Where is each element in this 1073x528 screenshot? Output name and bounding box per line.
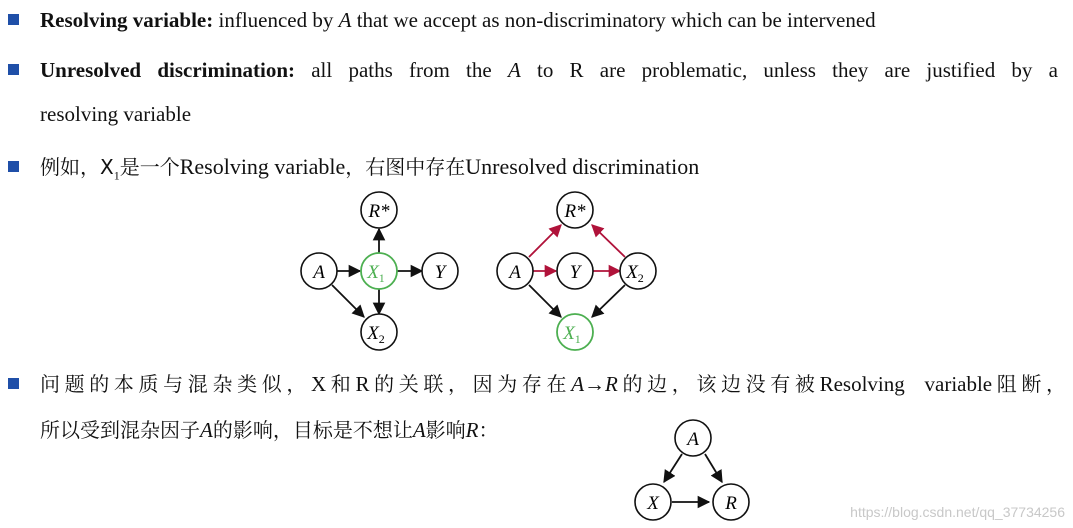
bullet-2-text-line2: resolving variable xyxy=(40,102,192,126)
svg-text:X1: $X_1$ xyxy=(367,262,385,285)
svg-text:R*: R* xyxy=(564,201,586,222)
edge-A-X2 xyxy=(332,285,364,317)
svg-text:X2: $X_2$ xyxy=(367,323,385,346)
bottom-diagram-nodes xyxy=(635,420,749,520)
bottom-diagram-edges xyxy=(664,454,722,502)
edge-X2-X1 xyxy=(592,285,625,317)
bullet-1-text: Resolving variable: influenced by A that we accept as non-discriminatory which can be intervened xyxy=(40,8,876,32)
svg-text:R: R xyxy=(725,493,737,514)
bullet-4-text-line2: 所以受到混杂因子A的影响，目标是不想让A影响R： xyxy=(40,418,499,442)
svg-text:X: X xyxy=(647,493,659,514)
svg-text:R*: R* xyxy=(368,201,390,222)
bullet-marker-4 xyxy=(8,378,19,389)
svg-text:X1: $X_1$ xyxy=(563,323,581,346)
svg-text:X2: $X_2$ xyxy=(626,262,644,285)
resolving-variable-label: Resolving variable: xyxy=(40,8,214,32)
edge-A-R xyxy=(705,454,722,482)
svg-text:A: A xyxy=(313,262,325,283)
svg-text:Y: Y xyxy=(569,262,581,283)
edge-A-X xyxy=(664,454,682,482)
edge-A-X1 xyxy=(529,285,561,317)
edge-A-R-red xyxy=(529,225,561,257)
unresolved-discrimination-label: Unresolved discrimination: xyxy=(40,58,296,82)
svg-text:Y: Y xyxy=(434,262,446,283)
watermark-url: https://blog.csdn.net/qq_37734256 xyxy=(850,504,1065,520)
edge-X2-R-red xyxy=(592,225,625,257)
svg-text:A: A xyxy=(509,262,521,283)
left-diagram-nodes xyxy=(301,192,458,350)
bullet-3-text: 例如，$X_1$是一个Resolving variable，右图中存在Unresolved discrimination xyxy=(40,154,700,183)
svg-text:A: A xyxy=(687,429,699,450)
bullet-4-text-line1: 问题的本质与混杂类似，X和R的关联，因为存在A→R的边，该边没有被Resolving variable阻断， xyxy=(40,372,1067,396)
right-diagram-nodes xyxy=(497,192,656,350)
bullet-2-text-line1: Unresolved discrimination: all paths from the A to R are problematic, unless they are justified by a xyxy=(40,58,1058,82)
